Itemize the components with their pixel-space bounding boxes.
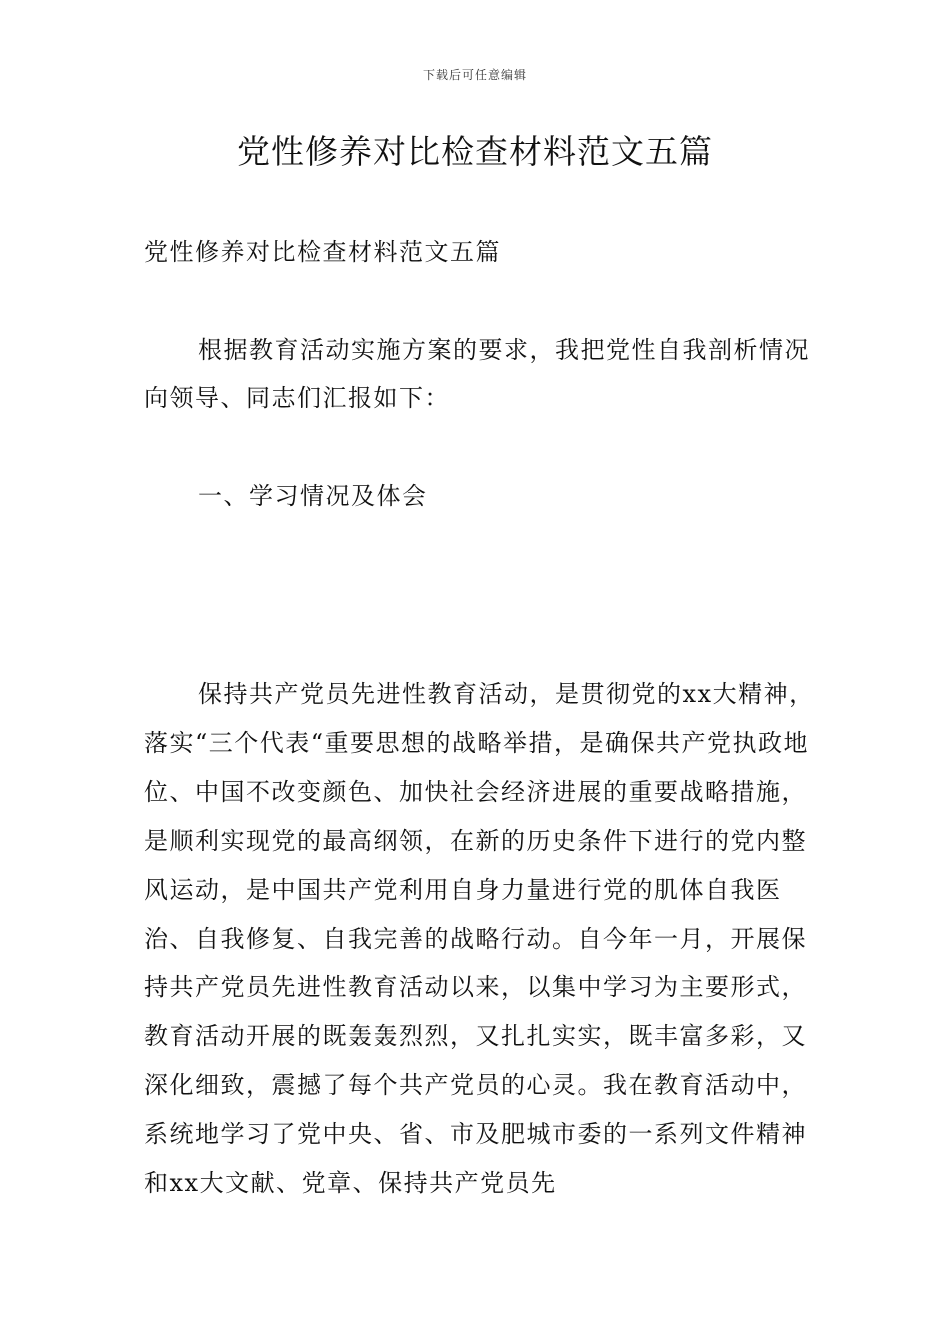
intro-paragraph: 根据教育活动实施方案的要求，我把党性自我剖析情况向领导、同志们汇报如下： — [144, 336, 810, 412]
document-title: 党性修养对比检查材料范文五篇 — [237, 132, 713, 171]
header-note: 下载后可任意编辑 — [422, 68, 527, 82]
document-subtitle: 党性修养对比检查材料范文五篇 — [144, 238, 501, 266]
section-heading: 一、学习情况及体会 — [198, 482, 428, 510]
main-paragraph: 保持共产党员先进性教育活动，是贯彻党的xx大精神，落实“三个代表“重要思想的战略举措，是确保共产党执政地位、中国不改变颜色、加快社会经济进展的重要战略措施，是顺利实现党的最高纲领，在新的历史条件下进行的党内整风运动，是中国共产党利用自身力量进行党的肌体自我医治、自我修复、自我完善的战略行动。自今年一月，开展保持共产党员先进性教育活动以来，以集中学习为主要形式，教育活动开展的既轰轰烈烈，又扎扎实实，既丰富多彩，又深化细致，震撼了每个共产党员的心灵。我在教育活动中，系统地学习了党中央、省、市及肥城市委的一系列文件精神和xx大文献、党章、保持共产党员先 — [144, 680, 815, 1198]
